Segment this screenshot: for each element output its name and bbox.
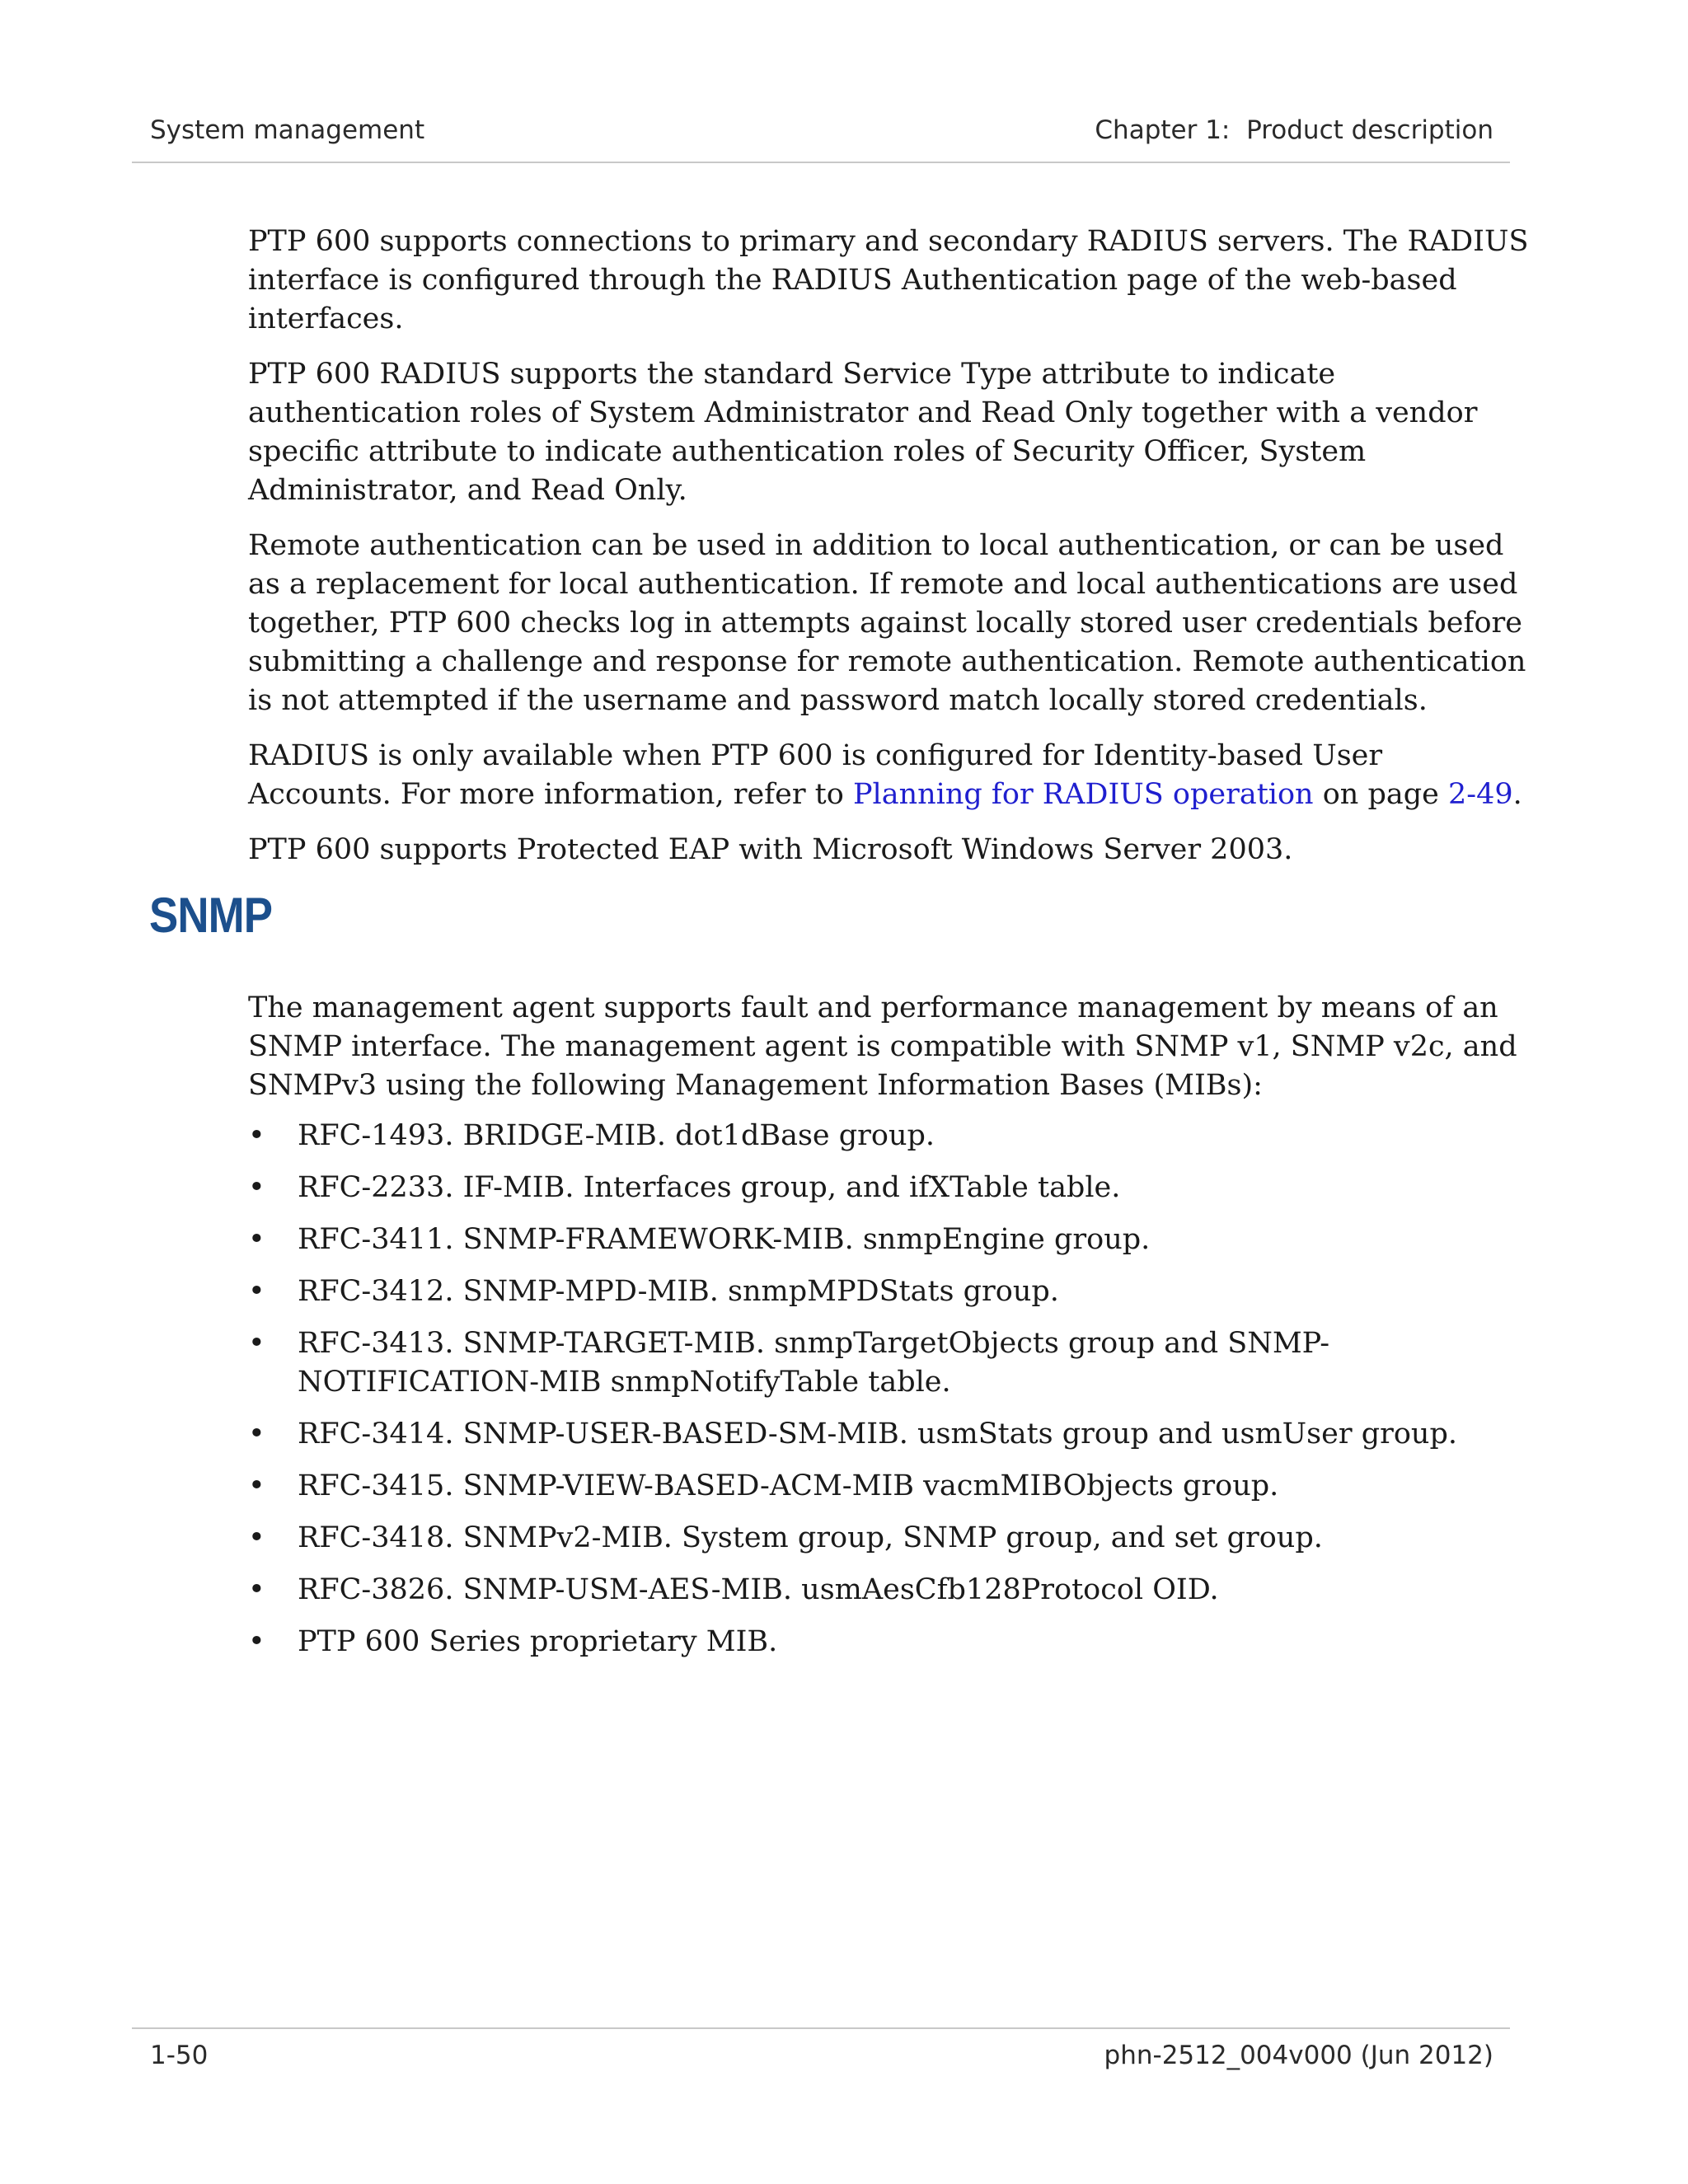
mib-list [248, 1117, 1534, 1661]
mib-list-item-text: RFC-3418. SNMPv2-MIB. System group, SNMP group, and set group. [298, 1521, 1323, 1554]
header-chapter-title: Chapter 1: Product description [1095, 115, 1493, 145]
radius-paragraph-1: PTP 600 supports connections to primary and secondary RADIUS servers. The RADIUS interface is configured through the RADIUS Authentication page of the web-based interfaces. [248, 225, 1529, 335]
bullet-icon: • [248, 1327, 265, 1360]
mib-list-item [248, 1415, 1534, 1454]
mib-list-item-text: RFC-2233. IF-MIB. Interfaces group, and ifXTable table. [298, 1171, 1121, 1204]
bullet-icon: • [248, 1418, 265, 1451]
radius-paragraph-4-end: . [1512, 778, 1522, 811]
mib-list-item-text: RFC-1493. BRIDGE-MIB. dot1dBase group. [298, 1119, 935, 1152]
bullet-icon: • [248, 1119, 265, 1152]
mib-list-item-text: RFC-3413. SNMP-TARGET-MIB. snmpTargetObjects group and SNMP-NOTIFICATION-MIB snmpNotifyTable table. [298, 1327, 1330, 1399]
mib-list-item [248, 1272, 1534, 1311]
bullet-icon: • [248, 1171, 265, 1204]
bullet-icon: • [248, 1625, 265, 1658]
radius-paragraph-4-text: RADIUS is only available when PTP 600 is configured for Identity-based User Accounts. For more information, refer to [248, 739, 1383, 811]
snmp-intro: The management agent supports fault and performance management by means of an SNMP interface. The management agent is compatible with SNMP v1, SNMP v2c, and SNMPv3 using the following Management Information Bases (MIBs): [248, 991, 1517, 1102]
mib-list-item [248, 1623, 1534, 1661]
mib-list-item [248, 1467, 1534, 1506]
page-header [132, 112, 1510, 163]
mib-list-item-text: PTP 600 Series proprietary MIB. [298, 1625, 778, 1658]
bullet-icon: • [248, 1469, 265, 1502]
mib-list-item [248, 1519, 1534, 1558]
bullet-icon: • [248, 1573, 265, 1606]
snmp-section [248, 989, 1534, 1675]
mib-list-item-text: RFC-3826. SNMP-USM-AES-MIB. usmAesCfb128Protocol OID. [298, 1573, 1219, 1606]
mib-list-item [248, 1571, 1534, 1610]
mib-list-item [248, 1117, 1534, 1155]
bullet-icon: • [248, 1521, 265, 1554]
document-id: phn-2512_004v000 (Jun 2012) [1104, 2041, 1493, 2070]
mib-list-item-text: RFC-3414. SNMP-USER-BASED-SM-MIB. usmStats group and usmUser group. [298, 1418, 1457, 1451]
bullet-icon: • [248, 1275, 265, 1308]
mib-list-item-text: RFC-3415. SNMP-VIEW-BASED-ACM-MIB vacmMIBObjects group. [298, 1469, 1279, 1502]
radius-paragraph-4-middle: on page [1313, 778, 1448, 811]
mib-list-item-text: RFC-3411. SNMP-FRAMEWORK-MIB. snmpEngine group. [298, 1223, 1151, 1256]
mib-list-item [248, 1324, 1534, 1402]
header-section-title: System management [150, 115, 425, 145]
planning-radius-link[interactable]: Planning for RADIUS operation [852, 778, 1314, 811]
snmp-heading: SNMP [149, 888, 273, 943]
radius-paragraph-2: PTP 600 RADIUS supports the standard Service Type attribute to indicate authentication roles of System Administrator and Read Only together with a vendor specific attribute to indicate authentication roles of Security Officer, System Administrator, and Read Only. [248, 358, 1478, 507]
mib-list-item [248, 1169, 1534, 1207]
page-footer [132, 2027, 1510, 2079]
page-number: 1-50 [150, 2041, 209, 2070]
mib-list-item [248, 1221, 1534, 1259]
bullet-icon: • [248, 1223, 265, 1256]
mib-list-item-text: RFC-3412. SNMP-MPD-MIB. snmpMPDStats group. [298, 1275, 1059, 1308]
radius-paragraph-4 [248, 737, 1534, 814]
radius-paragraph-5: PTP 600 supports Protected EAP with Microsoft Windows Server 2003. [248, 833, 1293, 866]
page-reference-link[interactable]: 2-49 [1447, 778, 1513, 811]
radius-section [248, 223, 1534, 886]
radius-paragraph-3: Remote authentication can be used in addition to local authentication, or can be used as a replacement for local authentication. If remote and local authentications are used together, PTP 600 checks log in attempts against locally stored user credentials before submitting a challenge and response for remote authentication. Remote authentication is not attempted if the username and password match locally stored credentials. [248, 529, 1526, 717]
